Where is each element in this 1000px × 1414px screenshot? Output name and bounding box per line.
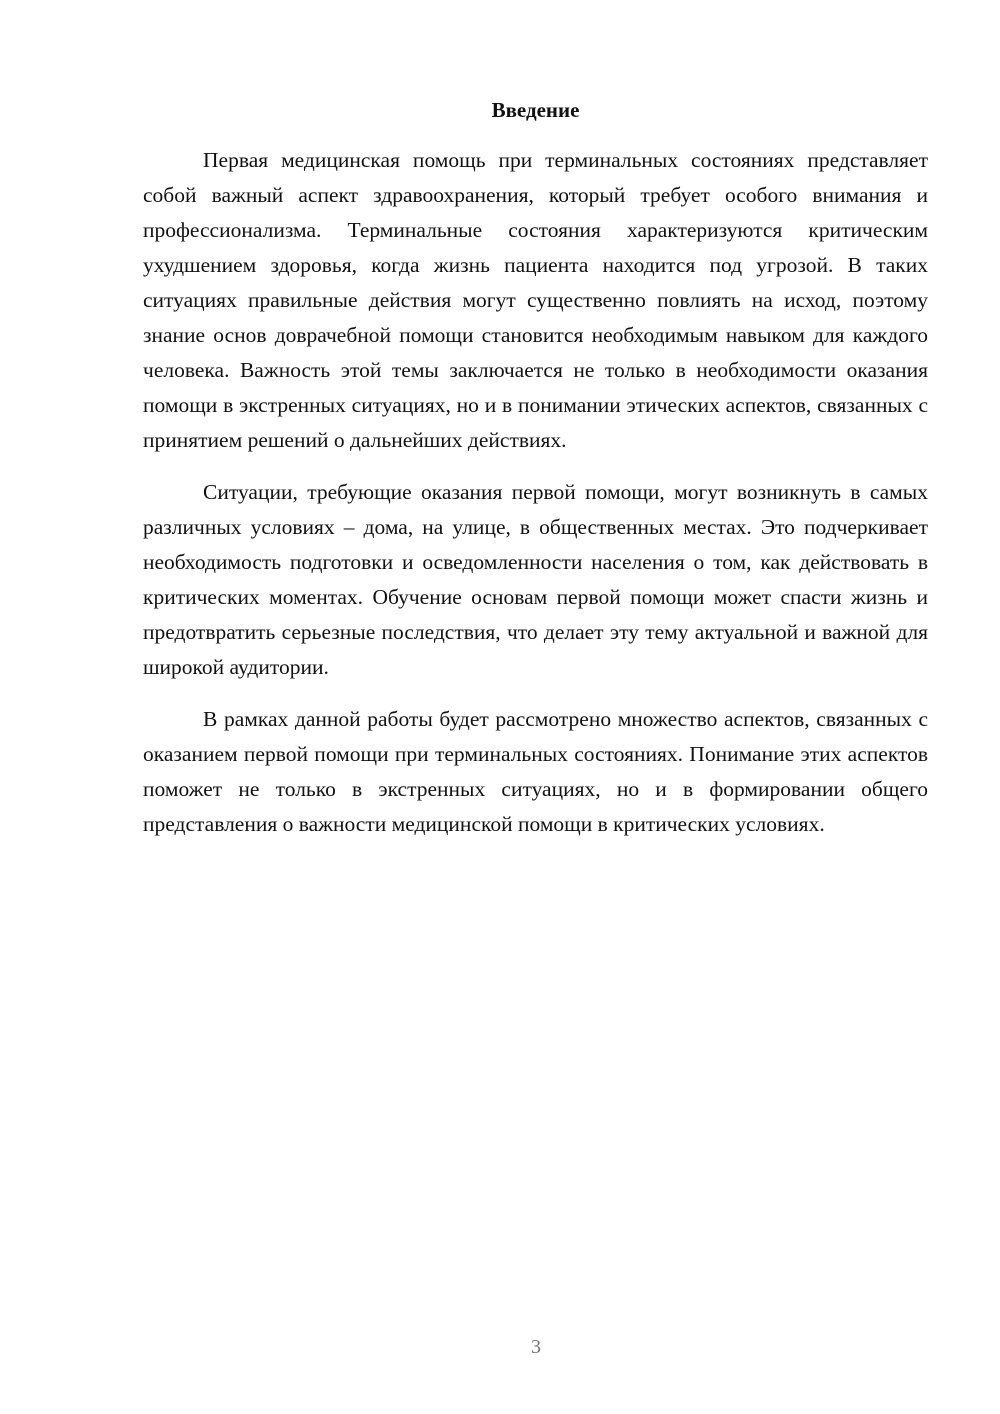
page-content <box>143 95 928 842</box>
page-number: 3 <box>531 1336 541 1358</box>
paragraph-1: Первая медицинская помощь при терминальных состояниях представляет собой важный аспект здравоохранения, который требует особого внимания и профессионализма. Терминальные состояния характеризуются критическим ухудшением здоровья, когда жизнь пациента находится под угрозой. В таких ситуациях правильные действия могут существенно повлиять на исход, поэтому знание основ доврачебной помощи становится необходимым навыком для каждого человека. Важность этой темы заключается не только в необходимости оказания помощи в экстренных ситуациях, но и в понимании этических аспектов, связанных с принятием решений о дальнейших действиях. <box>143 148 928 452</box>
paragraph-2: Ситуации, требующие оказания первой помощи, могут возникнуть в самых различных условиях – дома, на улице, в общественных местах. Это подчеркивает необходимость подготовки и осведомленности населения о том, как действовать в критических моментах. Обучение основам первой помощи может спасти жизнь и предотвратить серьезные последствия, что делает эту тему актуальной и важной для широкой аудитории. <box>143 480 928 679</box>
section-title: Введение <box>491 98 580 122</box>
paragraph-3: В рамках данной работы будет рассмотрено множество аспектов, связанных с оказанием первой помощи при терминальных состояниях. Понимание этих аспектов поможет не только в экстренных ситуациях, но и в формировании общего представления о важности медицинской помощи в критических условиях. <box>143 707 928 836</box>
